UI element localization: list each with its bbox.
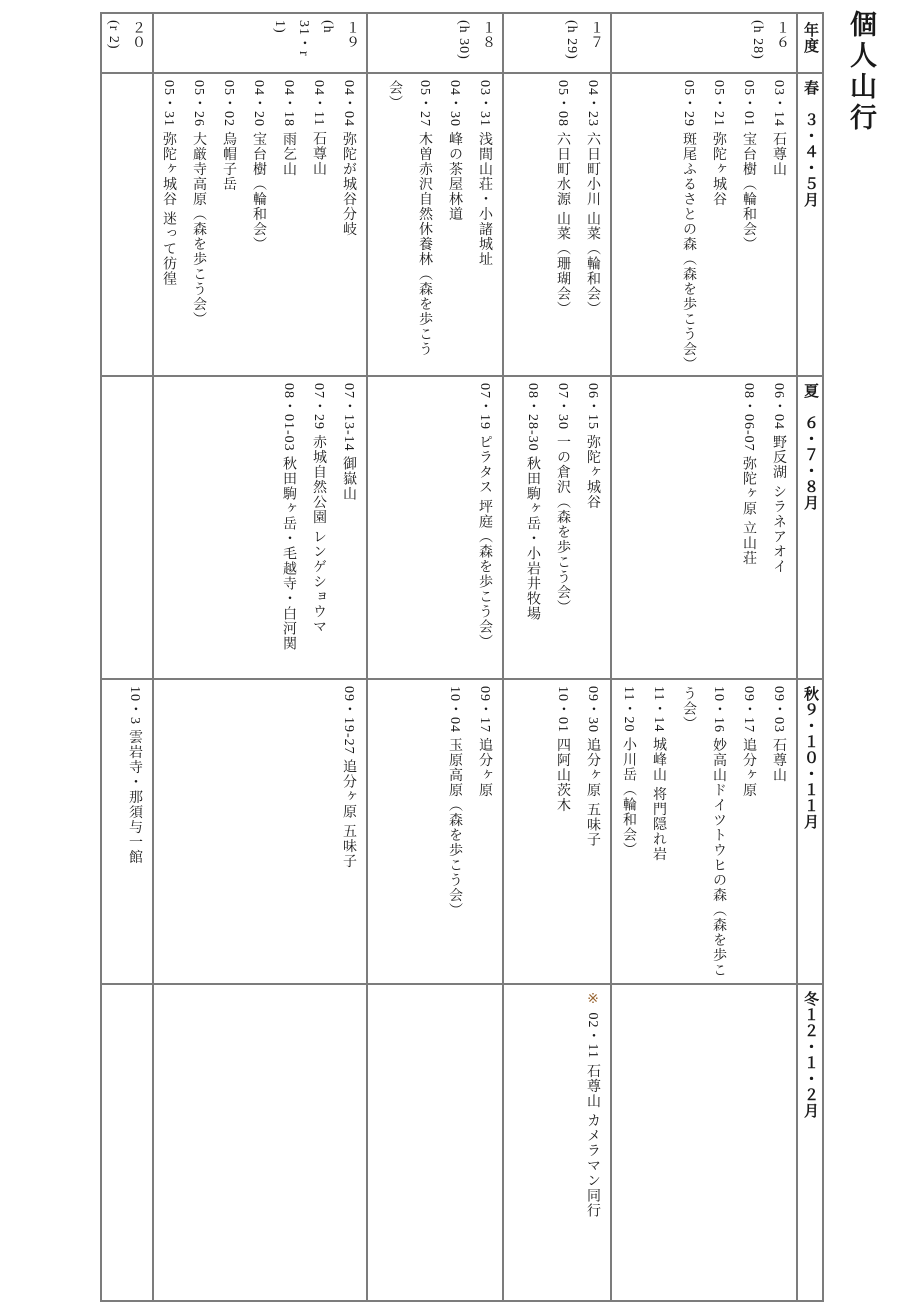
season-cell-１６-summer (612, 377, 796, 678)
year-label-cell-２０ (102, 14, 152, 72)
trip-entry: 11・20 小川岳（輪和会） (621, 686, 636, 857)
trip-entry: 04・18 雨乞山 (281, 80, 296, 177)
season-cell-１９-autumn (154, 680, 366, 983)
trip-entry: ※ 02・11 石尊山 カメラマン同行 (585, 991, 600, 1218)
season-header-cell-spring (798, 74, 822, 375)
trip-entry: 06・04 野反湖 シラネアオイ (771, 383, 786, 574)
trip-entry: 05・02 烏帽子岳 (221, 80, 236, 192)
trip-entry: 04・23 六日町小川 山菜（輪和会） (585, 80, 600, 316)
season-header-cell-winter (798, 985, 822, 1300)
season-header-cell-autumn (798, 680, 822, 983)
season-cell-１６-winter (612, 985, 796, 1300)
trip-entry: 05・01 宝台樹（輪和会） (741, 80, 756, 252)
season-header-label: 春 ３・４・５月 (802, 80, 818, 208)
corner-header-label: 年度 (802, 22, 818, 54)
trip-entry: 11・14 城峰山 将門隠れ岩 (651, 686, 666, 862)
year-label-cell-１８ (368, 14, 502, 72)
season-cell-１９-summer (154, 377, 366, 678)
year-label-cell-１９ (154, 14, 366, 72)
trip-entry: 04・04 弥陀が城谷分岐 (341, 80, 356, 237)
trip-entry: 08・28-30 秋田駒ヶ岳・小岩井牧場 (525, 383, 540, 622)
trip-entry: 09・03 石尊山 (771, 686, 786, 783)
year-era: (h 29) (564, 20, 579, 60)
season-header-label: 冬１２・１・２月 (802, 991, 818, 1119)
year-number: ２０ (130, 20, 145, 50)
year-number: １９ (344, 20, 359, 50)
trip-entry: 07・13-14 御嶽山 (341, 383, 356, 502)
trip-entry: 08・01-03 秋田駒ヶ岳・毛越寺・白河関 (281, 383, 296, 652)
year-era: (h 30) (456, 20, 471, 60)
trip-entry: 04・30 峰の茶屋林道 (447, 80, 462, 222)
season-cell-１８-summer (368, 377, 502, 678)
year-number: １８ (480, 20, 495, 50)
trip-entry: 05・29 斑尾ふるさとの森（森を歩こう会） (681, 80, 696, 372)
season-cell-１７-summer (504, 377, 610, 678)
trip-entry: 10・16 妙高山ドイツトウヒの森（森を歩こう会） (681, 686, 726, 978)
trip-entry: 09・19-27 追分ヶ原 五味子 (341, 686, 356, 869)
trip-entry: 07・19 ピラタス 坪庭（森を歩こう会） (477, 383, 492, 649)
note-marker: ※ (585, 991, 600, 1008)
season-cell-１６-autumn (612, 680, 796, 983)
year-label-cell-１７ (504, 14, 610, 72)
season-cell-１８-spring (368, 74, 502, 375)
year-number: １７ (588, 20, 603, 50)
trip-entry: 07・29 赤城自然公園 レンゲショウマ (311, 383, 326, 634)
season-cell-１６-spring (612, 74, 796, 375)
trip-entry: 07・30 一の倉沢（森を歩こう会） (555, 383, 570, 615)
trip-entry: 05・27 木曽赤沢自然休養林（森を歩こう会） (387, 80, 432, 357)
trip-entry: 09・30 追分ヶ原 五味子 (585, 686, 600, 847)
corner-header-cell (798, 14, 822, 72)
season-header-label: 秋９・１０・１１月 (802, 686, 818, 830)
trip-entry: 06・15 弥陀ヶ城谷 (585, 383, 600, 510)
season-cell-１７-spring (504, 74, 610, 375)
trip-entry: 09・17 追分ヶ原 (477, 686, 492, 798)
trip-entry: 04・11 石尊山 (311, 80, 326, 176)
season-cell-１９-spring (154, 74, 366, 375)
year-label-cell-１６ (612, 14, 796, 72)
year-era: (r 2) (106, 20, 121, 50)
year-number: １６ (774, 20, 789, 50)
season-cell-２０-summer (102, 377, 152, 678)
year-era: (h 31・r 1) (272, 20, 335, 57)
trip-entry: 03・31 浅間山荘・小諸城址 (477, 80, 492, 267)
season-header-cell-summer (798, 377, 822, 678)
trip-entry: 09・17 追分ヶ原 (741, 686, 756, 798)
trip-entry: 05・21 弥陀ヶ城谷 (711, 80, 726, 207)
trip-entry: 05・26 大厳寺高原（森を歩こう会） (191, 80, 206, 327)
season-cell-２０-autumn (102, 680, 152, 983)
trip-entry: 10・01 四阿山茨木 (555, 686, 570, 813)
trip-entry: 03・14 石尊山 (771, 80, 786, 177)
season-cell-１８-winter (368, 985, 502, 1300)
page-title: 個人山行 (846, 10, 876, 134)
trip-entry: 04・20 宝台樹（輪和会） (251, 80, 266, 252)
season-cell-２０-spring (102, 74, 152, 375)
season-cell-１７-winter (504, 985, 610, 1300)
trips-table (100, 12, 824, 1302)
trip-entry: 08・06-07 弥陀ヶ原 立山荘 (741, 383, 756, 566)
season-cell-２０-winter (102, 985, 152, 1300)
season-header-label: 夏 ６・７・８月 (802, 383, 818, 511)
trip-entry: 10・3 雲岩寺・那須与一館 (127, 686, 142, 865)
season-cell-１８-autumn (368, 680, 502, 983)
season-cell-１７-autumn (504, 680, 610, 983)
trip-entry: 05・31 弥陀ヶ城谷 迷って彷徨 (161, 80, 176, 286)
year-era: (h 28) (750, 20, 765, 60)
trip-entry: 10・04 玉原高原（森を歩こう会） (447, 686, 462, 918)
season-cell-１９-winter (154, 985, 366, 1300)
trip-entry: 05・08 六日町水源 山菜（珊瑚会） (555, 80, 570, 316)
